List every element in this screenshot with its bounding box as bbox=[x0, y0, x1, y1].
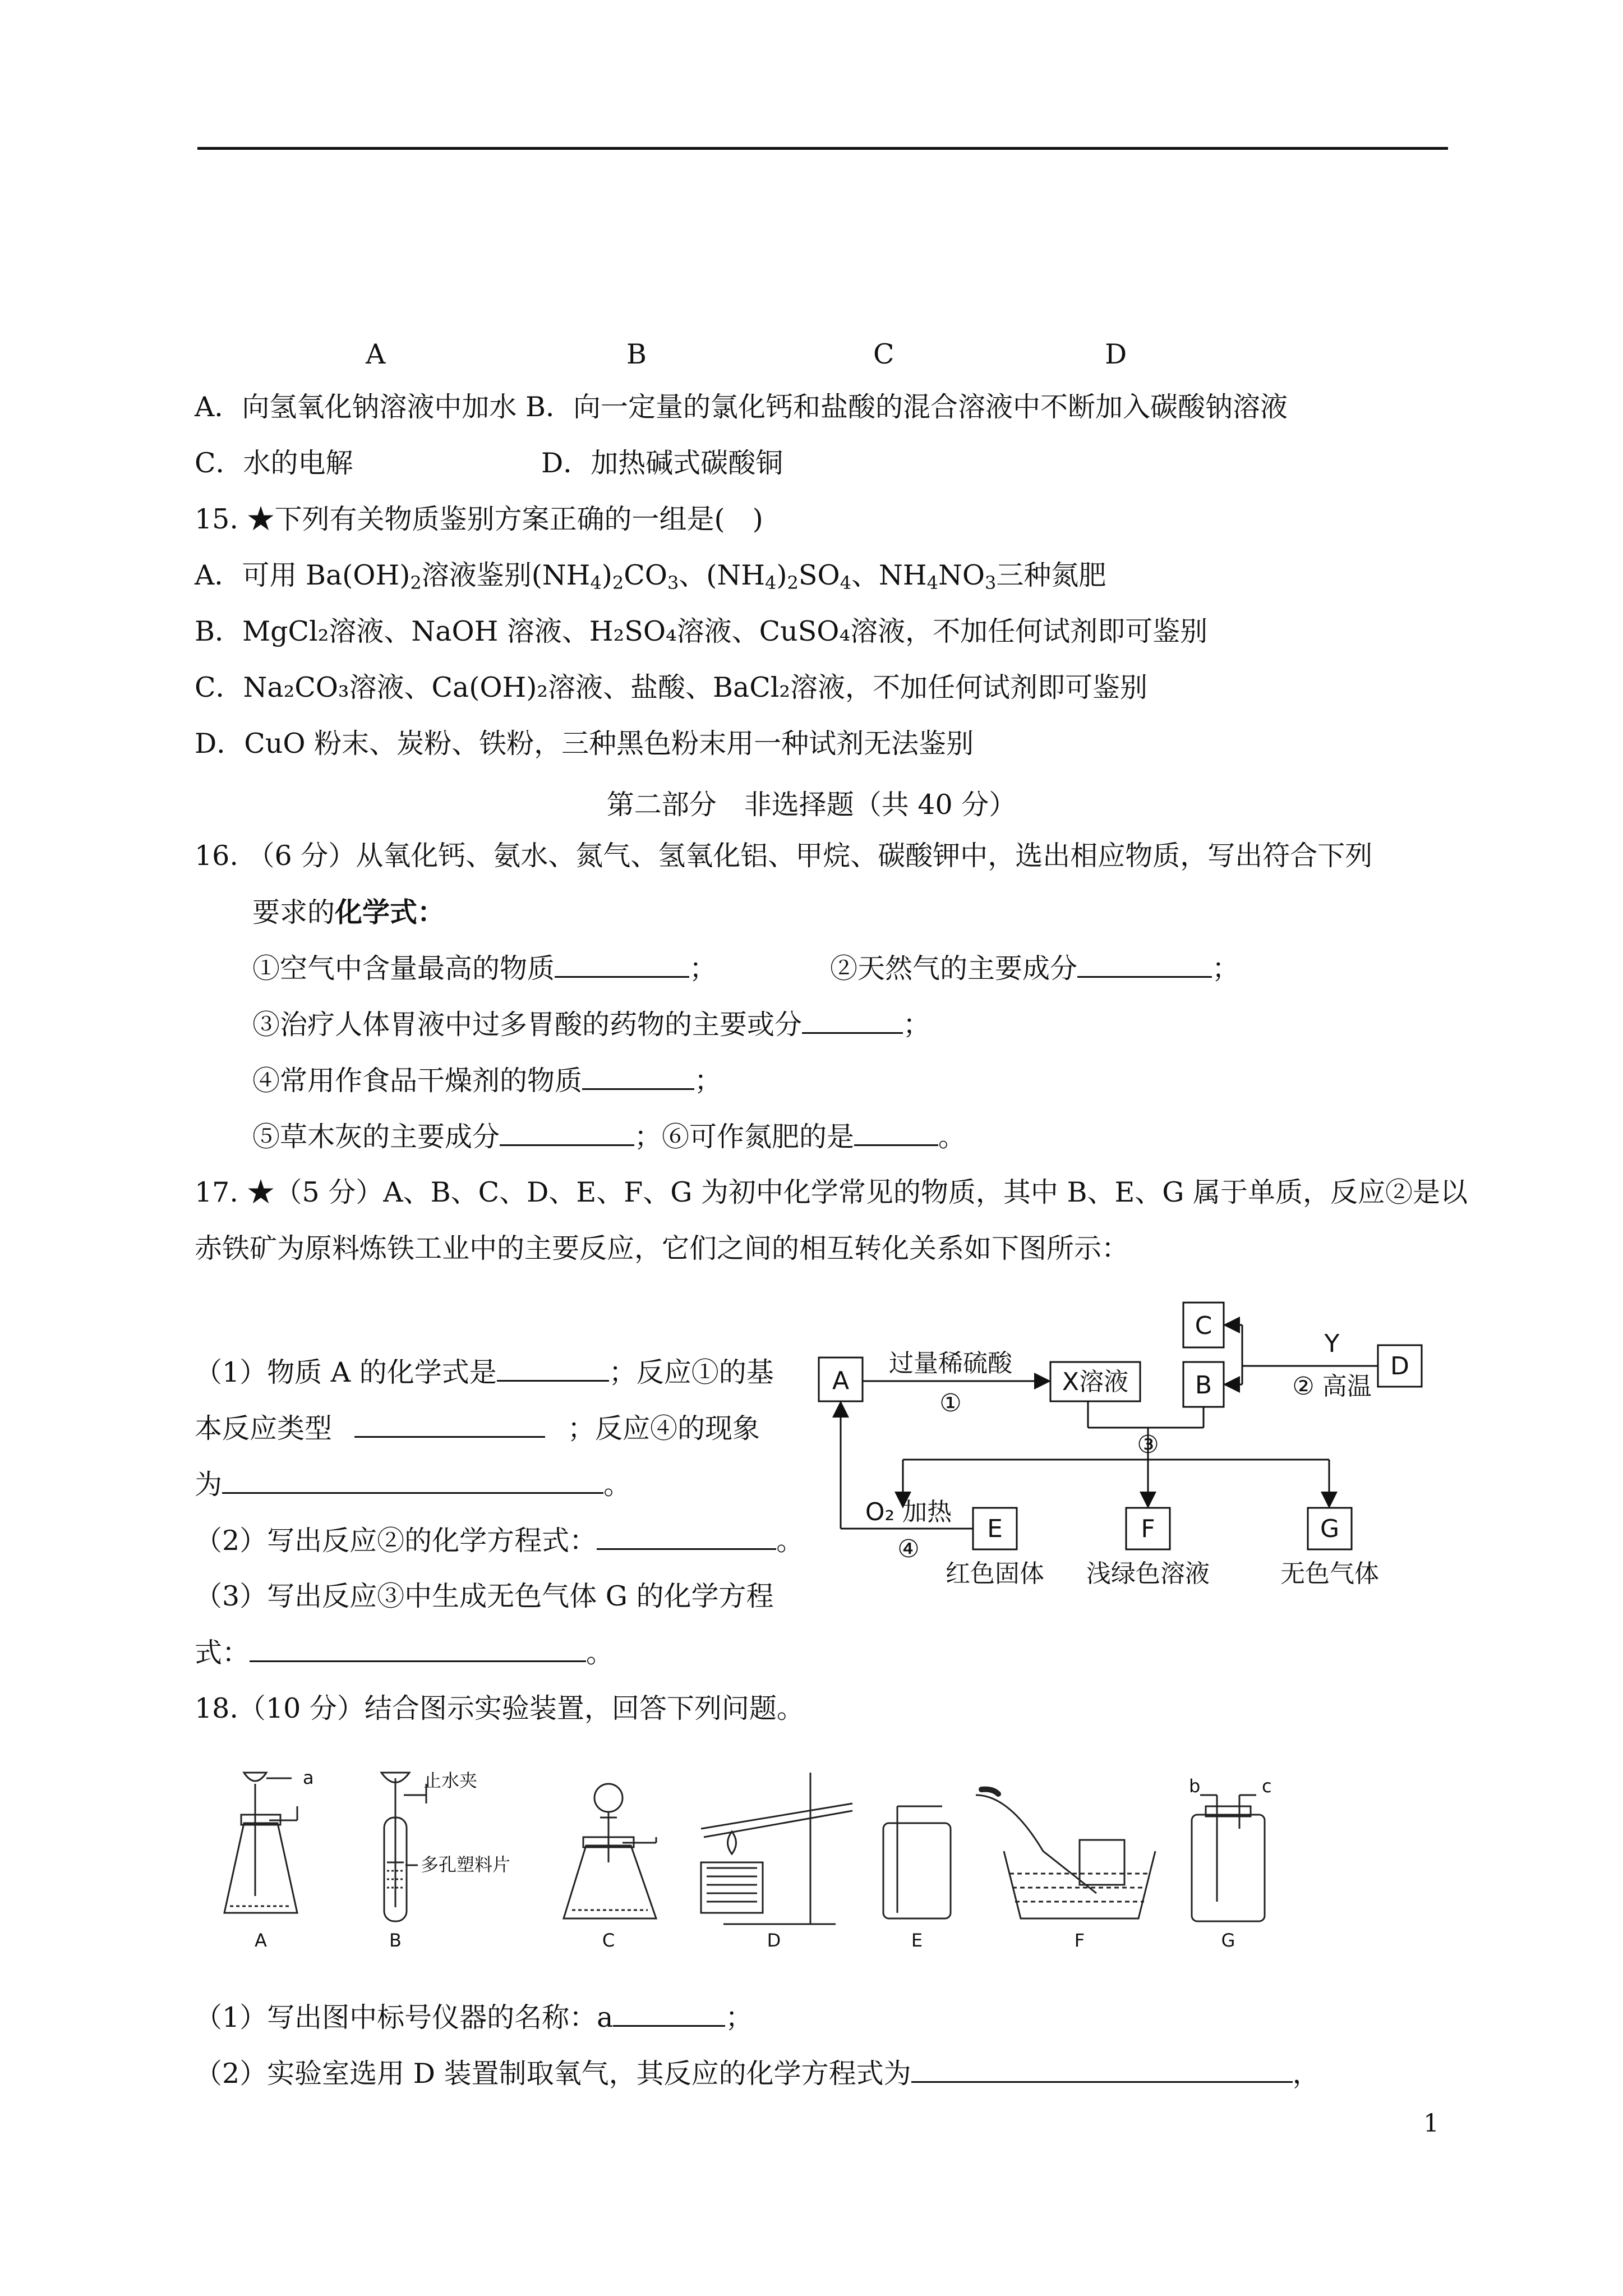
q14-option-c: C．水的电解 bbox=[195, 447, 353, 479]
node-c: C bbox=[1195, 1312, 1212, 1340]
label-e-desc: 红色固体 bbox=[946, 1559, 1044, 1588]
label-g-desc: 无色气体 bbox=[1280, 1559, 1379, 1588]
q17-stem-line1: 17. ★（5 分）A、B、C、D、E、F、G 为初中化学常见的物质，其中 B、E、G 属于单质，反应②是以 bbox=[195, 1176, 1468, 1208]
q15-option-a: A．可用 $Ba(OH)_2$溶液鉴别$(NH_4)_2CO_3$、$(NH_4)_2SO_4$、$NH_4NO_3$三种氮肥 bbox=[195, 559, 1106, 593]
page-number: 1 bbox=[1423, 2109, 1439, 2138]
node-b: B bbox=[1195, 1371, 1212, 1400]
label-step3: ③ bbox=[1137, 1430, 1159, 1459]
q17-part2: （2）写出反应②的化学方程式： 。 bbox=[195, 1525, 804, 1557]
q17-flow-diagram bbox=[808, 1296, 1453, 1599]
q15-option-b: B．MgCl₂溶液、NaOH 溶液、H₂SO₄溶液、CuSO₄溶液，不加任何试剂即可鉴别 bbox=[195, 615, 1208, 647]
apparatus-c bbox=[564, 1784, 656, 1918]
node-d: D bbox=[1390, 1352, 1409, 1381]
tag-c: c bbox=[1262, 1775, 1272, 1797]
apparatus-g bbox=[1192, 1795, 1265, 1921]
q15-option-c: C．Na₂CO₃溶液、Ca(OH)₂溶液、盐酸、BaCl₂溶液，不加任何试剂即可鉴别 bbox=[195, 671, 1148, 703]
apparatus-label-g: G bbox=[1221, 1930, 1235, 1951]
q18-part1: （1）写出图中标号仪器的名称：a ； bbox=[195, 2001, 753, 2033]
label-acid: 过量稀硫酸 bbox=[889, 1349, 1012, 1378]
q18-stem: 18.（10 分）结合图示实验装置，回答下列问题。 bbox=[195, 1692, 804, 1724]
apparatus-label-d: D bbox=[767, 1930, 781, 1951]
q17-part1-line3: 为 。 bbox=[195, 1469, 631, 1501]
q16-stem-line1: 16. （6 分）从氧化钙、氨水、氮气、氢氧化铝、甲烷、碳酸钾中，选出相应物质，写出符合下列 bbox=[195, 840, 1373, 872]
apparatus-label-e: E bbox=[911, 1930, 923, 1951]
node-a: A bbox=[832, 1366, 850, 1395]
q17-part1-line2: 本反应类型 ；反应④的现象 bbox=[195, 1412, 760, 1444]
q17-part3-line2: 式： 。 bbox=[195, 1637, 614, 1669]
apparatus-label-a: A bbox=[255, 1930, 267, 1951]
q18-apparatus-figure bbox=[213, 1761, 1335, 1958]
q16-stem-line2: 要求的化学式： bbox=[252, 896, 445, 928]
label-step4: ④ bbox=[897, 1535, 920, 1563]
option-label-b: B bbox=[626, 338, 647, 370]
q16-item-3: ③治疗人体胃液中过多胃酸的药物的主要或分 ； bbox=[252, 1009, 931, 1041]
q14-options-ab: A．向氢氧化钠溶液中加水 B．向一定量的氯化钙和盐酸的混合溶液中不断加入碳酸钠溶液 bbox=[195, 391, 1288, 423]
apparatus-a bbox=[224, 1773, 297, 1913]
q17-part1-line1: （1）物质 A 的化学式是 ；反应①的基 bbox=[195, 1356, 774, 1388]
option-label-a: A bbox=[366, 338, 386, 370]
tag-plate: 多孔塑料片 bbox=[421, 1854, 511, 1875]
header-rule bbox=[197, 147, 1448, 150]
apparatus-label-c: C bbox=[602, 1930, 615, 1951]
q18-part2: （2）实验室选用 D 装置制取氧气，其反应的化学方程式为 ， bbox=[195, 2058, 1320, 2090]
tag-clip: 止水夹 bbox=[423, 1770, 478, 1791]
tag-a: a bbox=[303, 1767, 314, 1788]
apparatus-b bbox=[381, 1773, 426, 1921]
apparatus-f bbox=[976, 1789, 1155, 1918]
node-g: G bbox=[1320, 1515, 1340, 1543]
label-step1: ① bbox=[939, 1389, 962, 1418]
label-y: Y bbox=[1324, 1329, 1340, 1358]
section-heading: 第二部分 非选择题（共 40 分） bbox=[606, 789, 1017, 821]
apparatus-e bbox=[883, 1806, 951, 1918]
q17-stem-line2: 赤铁矿为原料炼铁工业中的主要反应，它们之间的相互转化关系如下图所示： bbox=[195, 1232, 1129, 1264]
node-x: X溶液 bbox=[1062, 1368, 1129, 1396]
node-f: F bbox=[1141, 1515, 1155, 1543]
q16-item-2: ②天然气的主要成分 ； bbox=[830, 953, 1240, 984]
apparatus-label-b: B bbox=[389, 1930, 402, 1951]
label-step2: ② 高温 bbox=[1292, 1372, 1372, 1401]
option-label-c: C bbox=[873, 338, 895, 370]
q17-part3-line1: （3）写出反应③中生成无色气体 G 的化学方程 bbox=[195, 1580, 774, 1612]
apparatus-label-f: F bbox=[1074, 1930, 1085, 1951]
q16-item-4: ④常用作食品干燥剂的物质 ； bbox=[252, 1065, 722, 1097]
q16-item-1: ①空气中含量最高的物质 ； bbox=[252, 953, 717, 984]
q15-option-d: D．CuO 粉末、炭粉、铁粉，三种黑色粉末用一种试剂无法鉴别 bbox=[195, 728, 974, 760]
option-label-d: D bbox=[1105, 338, 1127, 370]
q14-option-d: D．加热碱式碳酸铜 bbox=[541, 447, 783, 479]
q15-stem: 15. ★下列有关物质鉴别方案正确的一组是( ) bbox=[195, 503, 763, 535]
label-o2-heat: O₂ 加热 bbox=[865, 1498, 952, 1526]
tag-b: b bbox=[1189, 1775, 1201, 1797]
apparatus-d bbox=[701, 1773, 852, 1924]
label-f-desc: 浅绿色溶液 bbox=[1086, 1559, 1210, 1588]
q16-item-5-6: ⑤草木灰的主要成分 ；⑥可作氮肥的是 。 bbox=[252, 1121, 966, 1153]
node-e: E bbox=[987, 1515, 1003, 1543]
